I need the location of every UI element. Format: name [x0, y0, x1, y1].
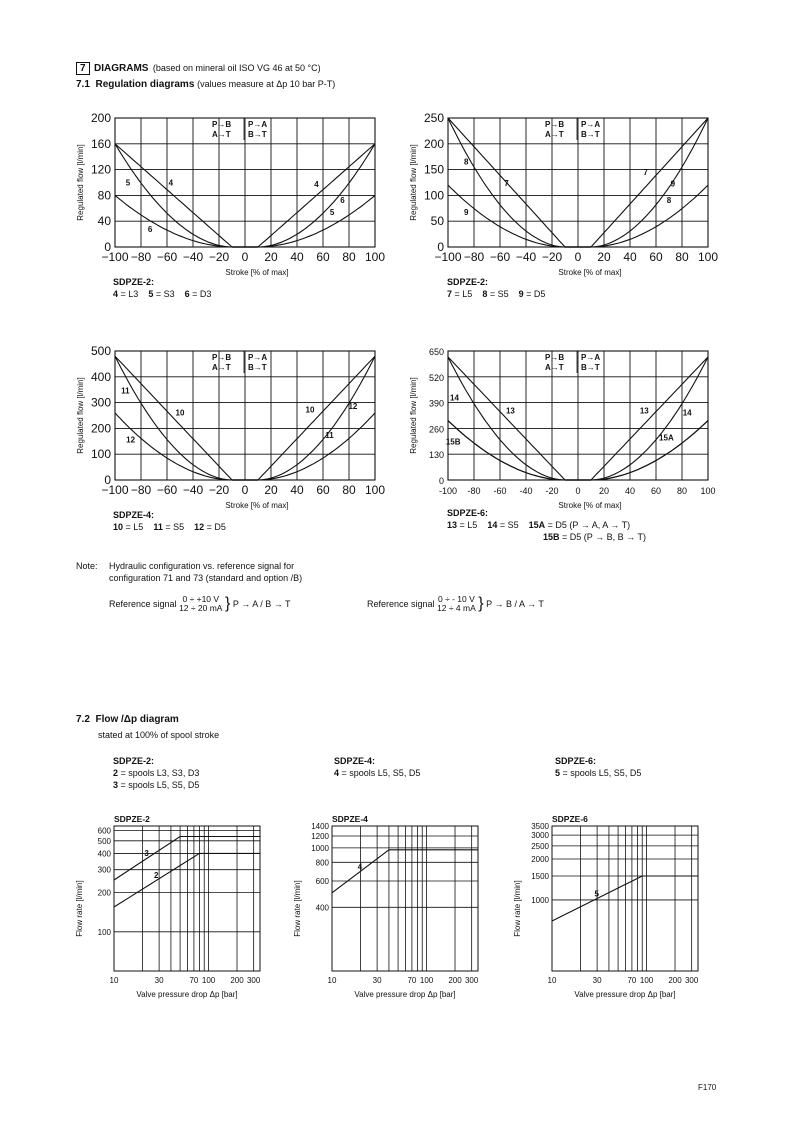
curve-label: 7: [643, 167, 648, 177]
y-axis-label: Regulated flow [l/min]: [76, 144, 85, 221]
chart-title: SDPZE-2: [114, 814, 150, 824]
y-tick-label: 0: [104, 240, 111, 254]
x-tick-label: 0: [241, 483, 249, 497]
regulation-chart-sdpze2-b: [403, 110, 723, 285]
x-tick-label: 0: [241, 250, 249, 264]
y-tick-label: 120: [90, 162, 111, 177]
chart-title: SDPZE-6: [552, 814, 588, 824]
x-tick-label: 100: [364, 483, 386, 497]
curve-label: 13: [505, 406, 515, 416]
series-label: 2: [154, 871, 159, 881]
flow-direction-label: A→T: [212, 130, 231, 139]
x-tick-label: 40: [290, 250, 304, 264]
caption-model: SDPZE-4:: [113, 510, 155, 520]
x-tick-label: −20: [541, 250, 563, 264]
caption-items: 7 = L5 8 = S5 9 = D5: [447, 289, 546, 299]
x-tick-label: 200: [668, 976, 682, 985]
x-tick-label: 300: [464, 976, 479, 985]
y-tick-label: 0: [104, 473, 111, 487]
x-tick-label: −100: [101, 250, 129, 264]
x-tick-label: −100: [101, 483, 129, 497]
x-tick-label: -60: [493, 486, 507, 496]
x-tick-label: 0: [574, 250, 582, 264]
y-tick-label: 3000: [531, 831, 549, 841]
x-tick-label: 100: [697, 250, 719, 264]
note-label: Note:: [76, 561, 98, 571]
curve-label: 6: [147, 225, 153, 235]
y-tick-label: 3500: [531, 822, 549, 831]
series-5: [552, 876, 698, 921]
y-tick-label: 650: [428, 347, 444, 357]
x-axis-label: Stroke [% of max]: [558, 501, 622, 510]
x-tick-label: 70: [189, 976, 199, 985]
y-tick-label: 40: [97, 214, 111, 229]
y-tick-label: 0: [438, 476, 444, 486]
x-tick-label: −60: [156, 250, 178, 264]
y-tick-label: 300: [97, 865, 111, 875]
y-tick-label: 500: [90, 344, 111, 358]
x-tick-label: −60: [489, 250, 511, 264]
y-tick-label: 400: [315, 903, 329, 913]
y-tick-label: 100: [423, 188, 444, 203]
caption-items: 4 = L3 5 = S3 6 = D3: [113, 289, 212, 299]
flow-direction-label: B→T: [248, 130, 267, 139]
caption-1: [113, 276, 211, 300]
curve-label: 4: [168, 178, 174, 188]
y-tick-label: 130: [428, 450, 444, 461]
flow-direction-label: P→B: [545, 353, 565, 362]
regulation-chart-sdpze6: [403, 343, 723, 518]
x-axis-label: Stroke [% of max]: [225, 268, 289, 277]
subsection-7-2: 7.2 Flow /Δp diagram: [76, 714, 179, 725]
x-tick-label: 40: [624, 486, 636, 496]
x-tick-label: −40: [515, 250, 537, 264]
y-tick-label: 50: [430, 214, 444, 229]
flow-direction-label: A→T: [212, 363, 231, 372]
y-axis-label: Flow rate [l/min]: [75, 880, 84, 937]
y-tick-label: 1200: [311, 832, 329, 842]
x-tick-label: 30: [154, 976, 164, 985]
flow-group-sdpze2: SDPZE-2: 2 = spools L3, S3, D3 3 = spools L5, S5, D5: [113, 756, 200, 790]
y-tick-label: 400: [90, 369, 111, 384]
x-tick-label: -40: [519, 486, 533, 496]
section-note: (based on mineral oil ISO VG 46 at 50 °C): [152, 63, 321, 73]
curve-label: 9: [463, 208, 469, 218]
x-tick-label: 100: [419, 976, 434, 985]
section-number: 7: [76, 62, 90, 75]
y-tick-label: 300: [90, 395, 111, 410]
x-tick-label: 80: [675, 250, 689, 264]
x-tick-label: 80: [342, 250, 356, 264]
x-tick-label: 0: [575, 486, 581, 496]
plot-frame: [114, 826, 260, 971]
x-tick-label: 60: [649, 250, 663, 264]
flow-direction-label: P→A: [581, 120, 601, 129]
curve-label: 14: [450, 393, 459, 403]
subsection-note: (values measure at Δp 10 bar P-T): [197, 79, 336, 89]
curve-label: 12: [126, 435, 136, 445]
caption-items: 13 = L5 14 = S5 15A = D5 (P → A, A → T): [447, 520, 631, 530]
x-tick-label: 100: [639, 976, 654, 985]
section-title: DIAGRAMS: [94, 63, 149, 74]
reference-signal-1: Reference signal 0 ÷ +10 V 12 ÷ 20 mA } P → A / B → T: [109, 594, 291, 613]
x-tick-label: -80: [467, 486, 481, 496]
y-tick-label: 150: [423, 162, 444, 177]
x-tick-label: 100: [364, 250, 386, 264]
caption-4: [447, 507, 646, 543]
y-tick-label: 520: [428, 372, 444, 383]
y-tick-label: 400: [97, 849, 111, 859]
flow-direction-label: P→B: [545, 120, 565, 129]
x-tick-label: 20: [597, 250, 611, 264]
flow-chart-sdpze4: [288, 810, 488, 1005]
curve-label: 13: [639, 406, 649, 416]
y-tick-label: 200: [90, 421, 111, 436]
caption-model: SDPZE-2:: [113, 277, 155, 287]
caption-model: SDPZE-6:: [447, 508, 489, 518]
flow-direction-label: P→B: [212, 353, 232, 362]
x-axis-label: Stroke [% of max]: [558, 268, 622, 277]
x-tick-label: −60: [156, 483, 178, 497]
flow-direction-label: A→T: [545, 130, 564, 139]
series-label: 4: [357, 862, 363, 872]
curve-label: 4: [314, 180, 319, 190]
flow-direction-label: P→A: [581, 353, 601, 362]
plot-frame: [552, 826, 698, 971]
x-tick-label: 10: [109, 976, 119, 985]
y-tick-label: 2000: [531, 855, 549, 865]
x-tick-label: 20: [264, 250, 278, 264]
x-tick-label: 100: [700, 486, 716, 496]
x-tick-label: 200: [448, 976, 462, 985]
flow-group-sdpze6: SDPZE-6: 5 = spools L5, S5, D5: [555, 756, 642, 778]
x-tick-label: 10: [547, 976, 557, 985]
x-tick-label: 60: [316, 250, 330, 264]
x-tick-label: −100: [434, 250, 462, 264]
flow-direction-label: B→T: [248, 363, 267, 372]
y-tick-label: 200: [97, 888, 111, 898]
curve-label: 6: [340, 196, 345, 206]
x-tick-label: 20: [598, 486, 610, 496]
series-3: [114, 837, 260, 881]
flow-direction-label: P→A: [248, 120, 268, 129]
y-tick-label: 1000: [531, 895, 549, 905]
x-axis-label: Valve pressure drop Δp [bar]: [354, 990, 456, 999]
series-label: 3: [144, 849, 149, 859]
y-tick-label: 1000: [311, 843, 329, 853]
flow-direction-label: B→T: [581, 130, 600, 139]
y-tick-label: 0: [437, 240, 444, 254]
x-tick-label: -100: [438, 486, 458, 496]
flow-direction-label: B→T: [581, 363, 600, 372]
x-tick-label: 300: [246, 976, 261, 985]
x-tick-label: −80: [463, 250, 485, 264]
x-tick-label: 100: [201, 976, 216, 985]
y-tick-label: 600: [315, 877, 329, 887]
series-4: [332, 850, 478, 893]
x-tick-label: 80: [342, 483, 356, 497]
x-axis-label: Valve pressure drop Δp [bar]: [136, 990, 238, 999]
curve-label: 10: [305, 405, 315, 415]
y-tick-label: 1500: [531, 872, 549, 882]
curve-label: 12: [348, 402, 358, 412]
section-header: [76, 58, 321, 76]
y-tick-label: 260: [428, 424, 444, 435]
y-tick-label: 100: [97, 927, 111, 937]
curve-label: 11: [325, 431, 334, 441]
curve-label: 15B: [445, 437, 461, 447]
y-axis-label: Flow rate [l/min]: [513, 880, 522, 937]
flow-direction-label: A→T: [545, 363, 564, 372]
y-tick-label: 80: [97, 188, 111, 203]
y-axis-label: Regulated flow [l/min]: [409, 377, 418, 454]
x-tick-label: −80: [130, 483, 152, 497]
x-tick-label: 20: [264, 483, 278, 497]
x-axis-label: Valve pressure drop Δp [bar]: [574, 990, 676, 999]
x-tick-label: −40: [182, 250, 204, 264]
y-tick-label: 1400: [311, 822, 329, 831]
y-axis-label: Flow rate [l/min]: [293, 880, 302, 937]
y-tick-label: 2500: [531, 841, 549, 851]
series-2: [114, 853, 260, 907]
flow-direction-label: P→B: [212, 120, 232, 129]
curve-label: 8: [666, 196, 672, 206]
curve-label: 5: [125, 178, 131, 188]
curve-label: 14: [682, 408, 692, 418]
regulation-chart-sdpze4: [70, 343, 390, 518]
curve-label: 7: [504, 179, 509, 189]
subsection-7-2-sub: stated at 100% of spool stroke: [98, 730, 220, 740]
y-tick-label: 600: [97, 826, 111, 836]
curve-label: 9: [670, 179, 676, 189]
curve-label: 11: [121, 386, 130, 396]
curve-label: 15A: [659, 433, 674, 443]
curve-label: 5: [329, 207, 335, 217]
caption-extra: 15B = D5 (P → B, B → T): [543, 532, 646, 542]
y-tick-label: 200: [90, 111, 111, 125]
caption-2: [447, 276, 545, 300]
reference-signal-2: Reference signal 0 ÷ - 10 V 12 ÷ 4 mA } P → B / A → T: [367, 594, 544, 613]
series-label: 5: [594, 889, 599, 899]
x-tick-label: 30: [372, 976, 382, 985]
x-tick-label: 70: [407, 976, 417, 985]
curve-label: 10: [175, 408, 185, 418]
x-tick-label: -20: [545, 486, 559, 496]
x-tick-label: 40: [290, 483, 304, 497]
x-tick-label: 10: [327, 976, 337, 985]
note-text: Hydraulic configuration vs. reference signal for configuration 71 and 73 (standard and option /B): [109, 561, 303, 583]
subsection-7-1: [76, 79, 335, 90]
x-tick-label: 300: [684, 976, 699, 985]
y-tick-label: 100: [90, 447, 111, 462]
x-tick-label: 70: [627, 976, 637, 985]
x-tick-label: −40: [182, 483, 204, 497]
caption-3: [113, 509, 226, 533]
y-tick-label: 200: [423, 136, 444, 151]
curve-label: 8: [463, 157, 469, 167]
y-axis-label: Regulated flow [l/min]: [409, 144, 418, 221]
y-axis-label: Regulated flow [l/min]: [76, 377, 85, 454]
flow-direction-label: P→A: [248, 353, 268, 362]
x-tick-label: 200: [230, 976, 244, 985]
chart-title: SDPZE-4: [332, 814, 368, 824]
y-tick-label: 390: [428, 398, 444, 409]
x-axis-label: Stroke [% of max]: [225, 501, 289, 510]
y-tick-label: 160: [90, 136, 111, 151]
subsection-title: Regulation diagrams: [95, 79, 195, 90]
x-tick-label: 60: [650, 486, 662, 496]
x-tick-label: 60: [316, 483, 330, 497]
flow-chart-sdpze6: [508, 810, 708, 1005]
x-tick-label: −80: [130, 250, 152, 264]
subsection-number: 7.1: [76, 79, 90, 90]
y-tick-label: 800: [315, 858, 329, 868]
caption-model: SDPZE-2:: [447, 277, 489, 287]
flow-chart-sdpze2: [70, 810, 270, 1005]
x-tick-label: 80: [676, 486, 688, 496]
y-tick-label: 500: [97, 836, 111, 846]
y-tick-label: 250: [423, 111, 444, 125]
flow-group-sdpze4: SDPZE-4: 4 = spools L5, S5, D5: [334, 756, 421, 778]
x-tick-label: −20: [208, 483, 230, 497]
page-footer: F170: [698, 1083, 717, 1092]
regulation-chart-sdpze2-a: [70, 110, 390, 285]
x-tick-label: −20: [208, 250, 230, 264]
caption-items: 10 = L5 11 = S5 12 = D5: [113, 522, 226, 532]
x-tick-label: 40: [623, 250, 637, 264]
x-tick-label: 30: [592, 976, 602, 985]
